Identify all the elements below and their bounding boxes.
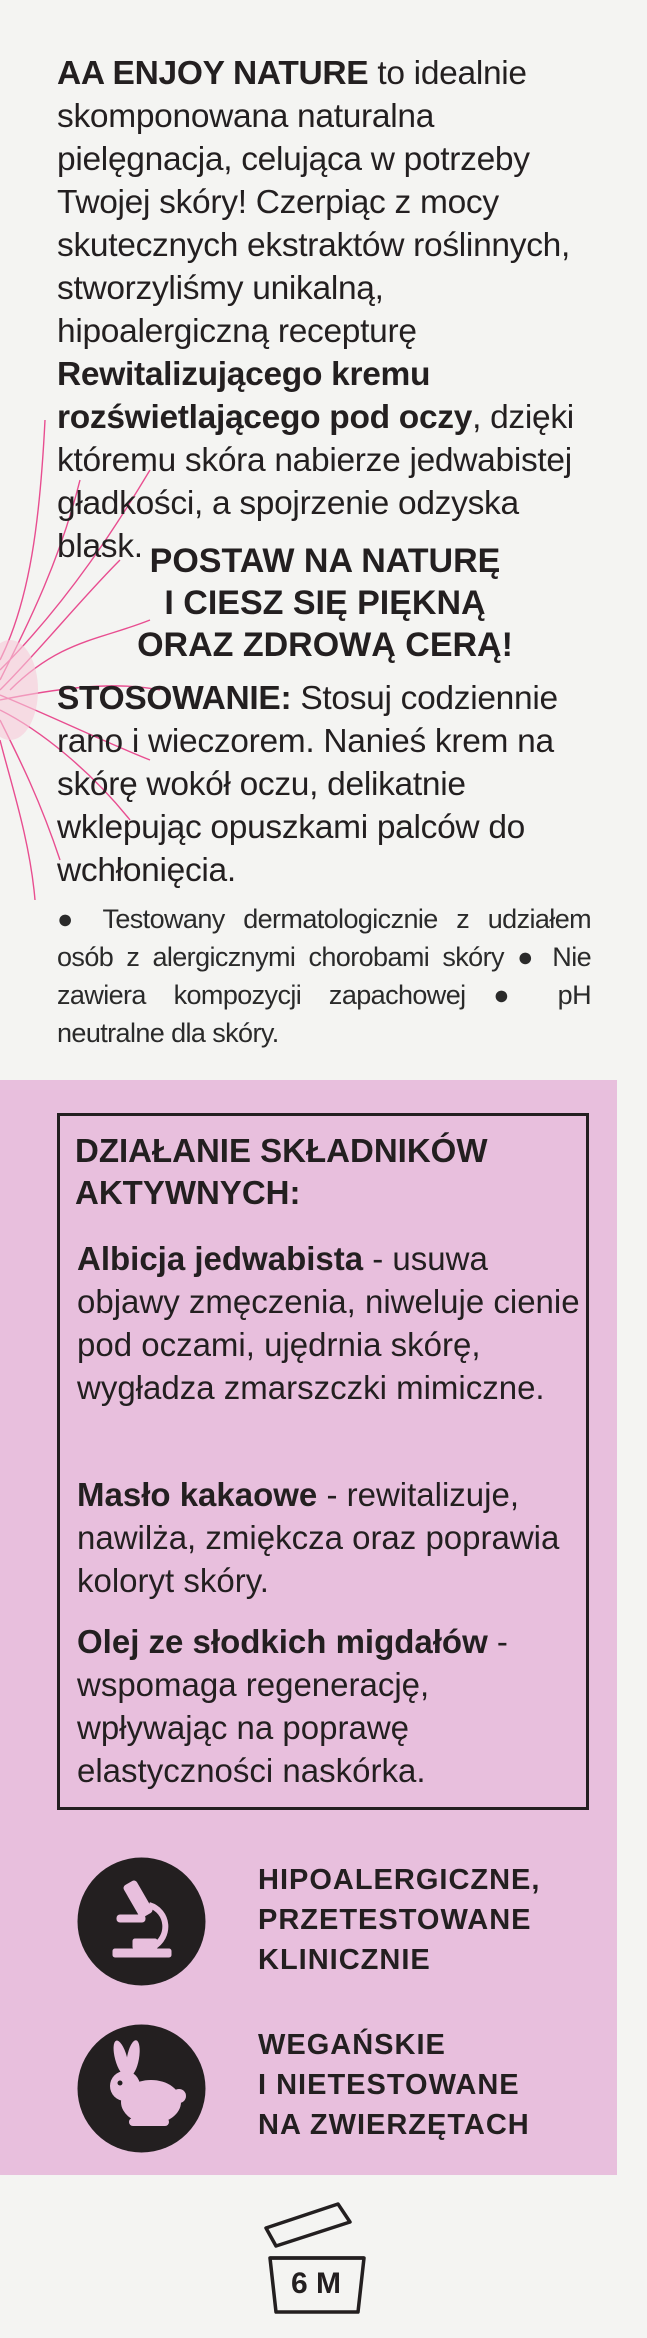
- badge-line: NA ZWIERZĘTACH: [258, 2109, 530, 2141]
- ingredients-title-line-2: AKTYWNYCH:: [75, 1174, 301, 1211]
- usage-text: Stosuj codziennie rano i wieczorem. Nanieś krem na skórę wokół oczu, delikatnie wklepując opuszkami palców do wchłonięcia.: [57, 680, 558, 889]
- badge-line: KLINICZNIE: [258, 1944, 431, 1976]
- badge-line: PRZETESTOWANE: [258, 1904, 532, 1936]
- ingredient-desc: - usuwa objawy zmęczenia, niweluje cienie pod oczami, ujędrnia skórę, wygładza zmarszczki mimiczne.: [77, 1240, 580, 1406]
- product-facts: ● Testowany dermatologicznie z udziałem osób z alergicznymi chorobami skóry ● Nie zawiera kompozycji zapachowej ● pH neutralne dla skóry.: [57, 904, 592, 1048]
- intro-text-1: to idealnie skomponowana naturalna pielęgnacja, celująca w potrzeby Twojej skóry! Czerpiąc z mocy skutecznych ekstraktów roślinnych, stworzyliśmy unikalną, hipoalergiczną recepturę: [57, 55, 570, 350]
- ingredient-desc: - wspomaga regenerację, wpływając na poprawę elastyczności naskórka.: [77, 1623, 508, 1789]
- ingredients-title-line-1: DZIAŁANIE SKŁADNIKÓW: [75, 1132, 488, 1169]
- ingredients-title: [75, 1130, 595, 1214]
- fact-ph: pH neutralne dla skóry.: [57, 980, 591, 1048]
- badge-line: HIPOALERGICZNE,: [258, 1864, 541, 1896]
- usage-heading: STOSOWANIE:: [57, 680, 292, 717]
- rabbit-icon: [73, 2020, 210, 2157]
- product-name: Rewitalizującego kremu rozświetlającego pod oczy: [57, 356, 473, 436]
- fact-dermatology: Testowany dermatologicznie z udziałem osób z alergicznymi chorobami skóry: [57, 904, 592, 972]
- slogan-line-2: I CIESZ SIĘ PIĘKNĄ: [164, 584, 486, 622]
- ingredient-name: Masło kakaowe: [77, 1476, 318, 1513]
- pao-label: 6 M: [290, 2267, 341, 2300]
- ingredient-albizia: [77, 1237, 582, 1409]
- slogan: [40, 540, 610, 666]
- usage-paragraph: [57, 677, 591, 892]
- ingredient-name: Albicja jedwabista: [77, 1240, 364, 1277]
- ingredient-desc: - rewitalizuje, nawilża, zmiękcza oraz poprawia koloryt skóry.: [77, 1476, 560, 1599]
- brand-name: AA ENJOY NATURE: [57, 55, 369, 92]
- open-jar-icon: [258, 2200, 374, 2320]
- microscope-icon: [73, 1853, 210, 1990]
- fact-fragrance-free: Nie zawiera kompozycji zapachowej: [57, 942, 592, 1010]
- ingredient-cocoa-butter: [77, 1473, 582, 1602]
- ingredient-almond-oil: [77, 1620, 582, 1792]
- hypoallergenic-badge-text: [258, 1860, 598, 1980]
- slogan-line-1: POSTAW NA NATURĘ: [149, 542, 501, 580]
- badge-line: I NIETESTOWANE: [258, 2069, 520, 2101]
- slogan-line-3: ORAZ ZDROWĄ CERĄ!: [137, 626, 513, 664]
- intro-paragraph: [57, 52, 591, 568]
- ingredient-name: Olej ze słodkich migdałów: [77, 1623, 488, 1660]
- intro-text-2: , dzięki któremu skóra nabierze jedwabistej gładkości, a spojrzenie odzyska blask.: [57, 399, 574, 565]
- badge-line: WEGAŃSKIE: [258, 2029, 446, 2061]
- vegan-badge-text: [258, 2025, 598, 2145]
